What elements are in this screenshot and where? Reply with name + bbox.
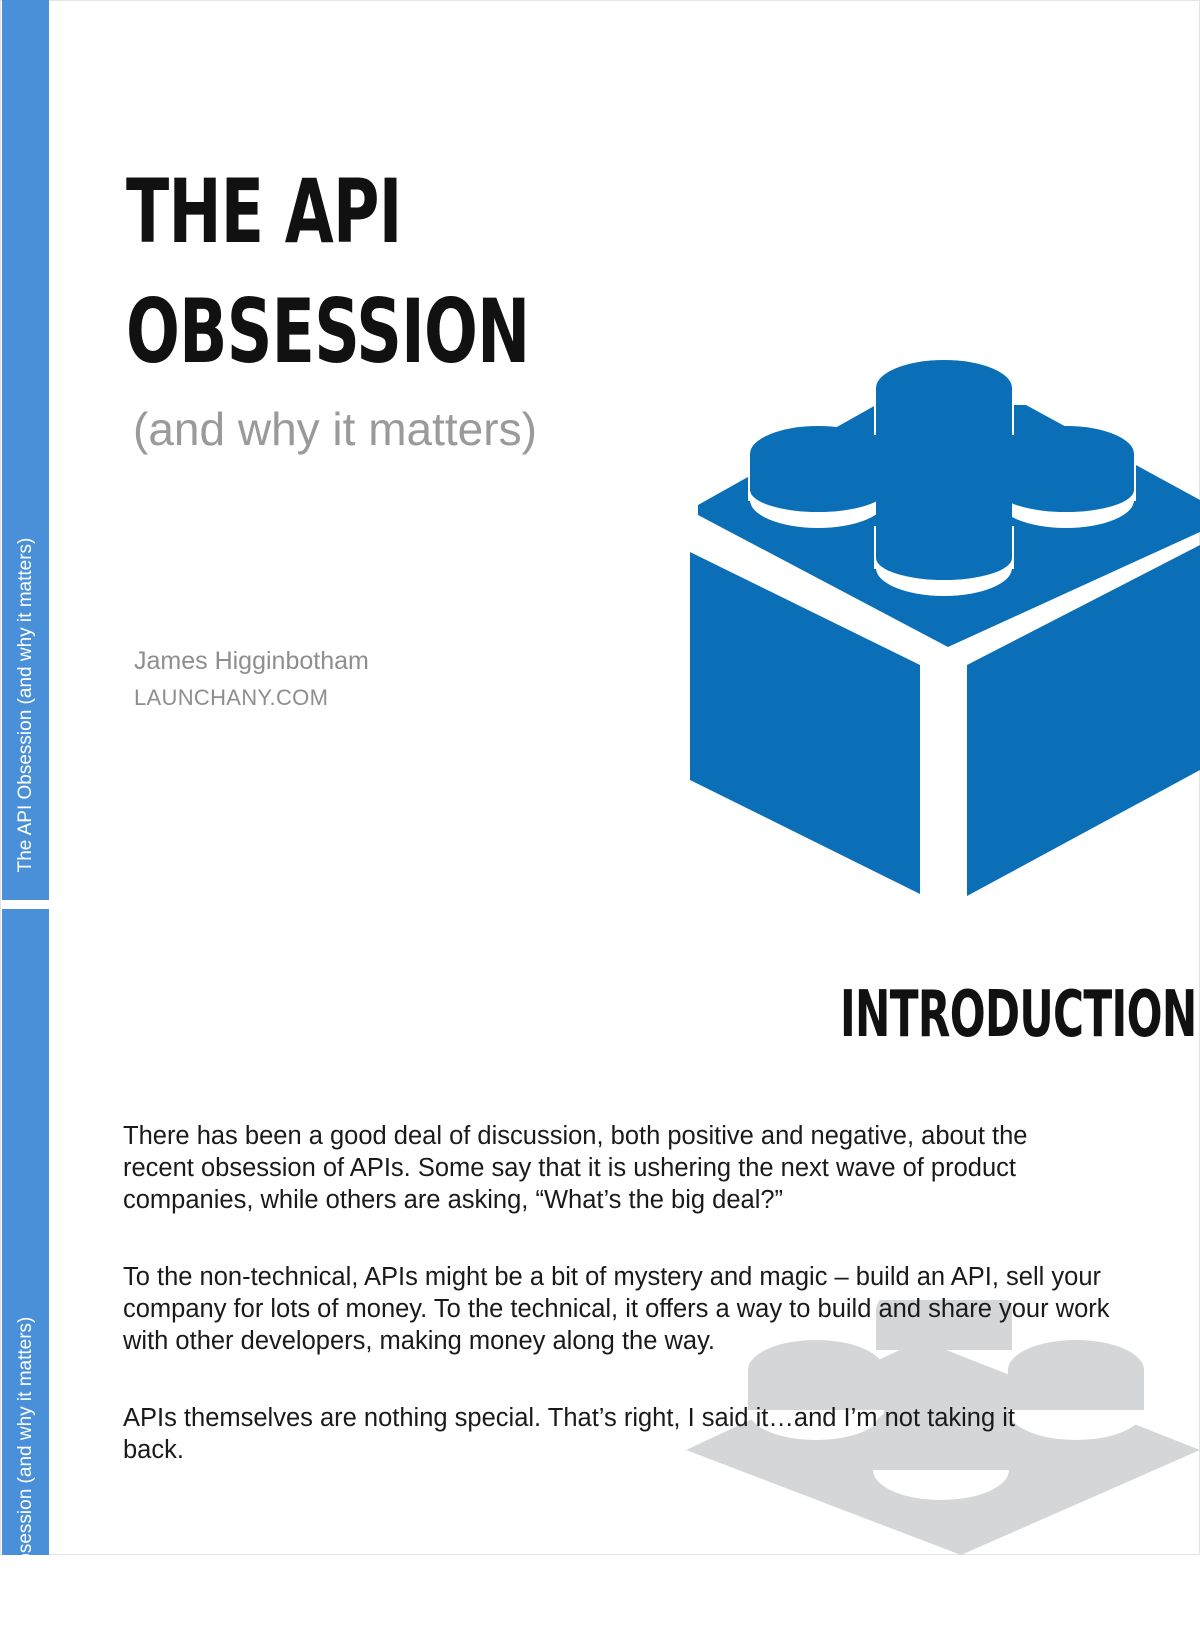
subtitle: (and why it matters) xyxy=(133,403,537,455)
intro-paragraph-1: There has been a good deal of discussion, both positive and negative, about the recent obsession of APIs. Some say that it is ushering the next wave of product companies, while others are asking, “What’s the big deal?” xyxy=(123,1122,1028,1214)
introduction-heading: INTRODUCTION xyxy=(840,978,1197,1052)
intro-body xyxy=(123,1120,1123,1511)
sidebar-label-bottom: The API Obsession (and why it matters) xyxy=(14,1316,36,1651)
sidebar-label-top: The API Obsession (and why it matters) xyxy=(14,537,36,873)
title-line-2: OBSESSION xyxy=(126,280,530,383)
author-website: LAUNCHANY.COM xyxy=(134,685,329,710)
sidebar-strip-top xyxy=(2,0,49,900)
lego-brick-icon xyxy=(686,360,1200,900)
sidebar-strip-bottom xyxy=(2,909,49,1651)
author-name: James Higginbotham xyxy=(134,647,369,675)
intro-paragraph-3: APIs themselves are nothing special. That’s right, I said it…and I’m not taking it back. xyxy=(123,1404,1016,1464)
title-line-1: THE API xyxy=(126,160,402,263)
intro-paragraph-2: To the non-technical, APIs might be a bit of mystery and magic – build an API, sell your company for lots of money. To the technical, it offers a way to build and share your work with other developers, making money along the way. xyxy=(123,1263,1110,1355)
